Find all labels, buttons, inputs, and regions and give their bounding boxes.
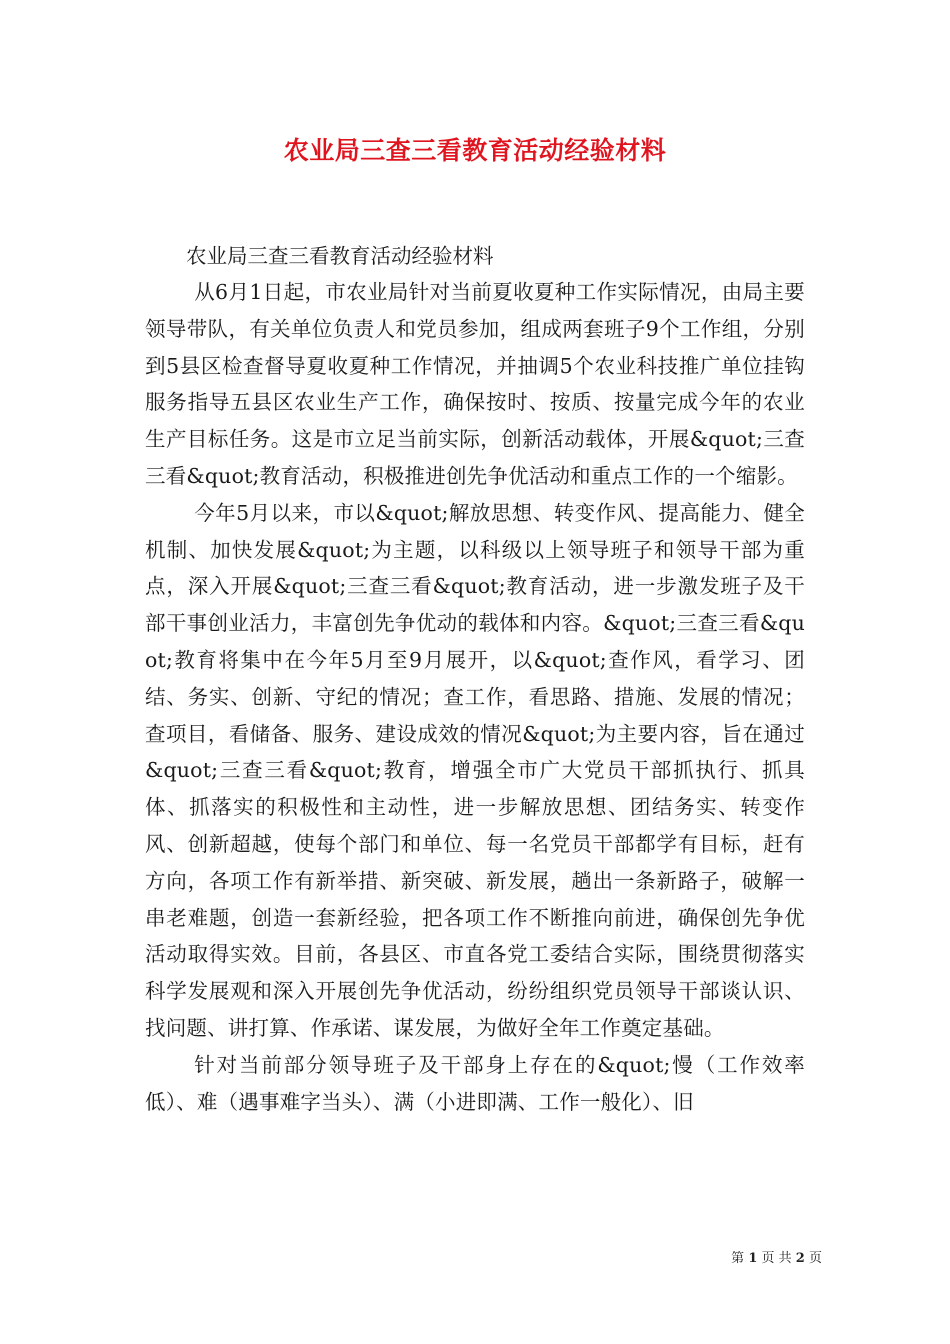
paragraph-2: 今年5月以来，市以&quot;解放思想、转变作风、提高能力、健全机制、加快发展&quot;为主题，以科级以上领导班子和领导干部为重点，深入开展&quot;三查三看&quot;教育活动，进一步激发班子及干部干事创业活力，丰富创先争优动的载体和内容。&quot;三查三看&quot;教育将集中在今年5月至9月展开，以&quot;查作风，看学习、团结、务实、创新、守纪的情况；查工作，看思路、措施、发展的情况；查项目，看储备、服务、建设成效的情况&quot;为主要内容，旨在通过&quot;三查三看&quot;教育，增强全市广大党员干部抓执行、抓具体、抓落实的积极性和主动性，进一步解放思想、团结务实、转变作风、创新超越，使每个部门和单位、每一名党员干部都学有目标，赶有方向，各项工作有新举措、新突破、新发展，趟出一条新路子，破解一串老难题，创造一套新经验，把各项工作不断推向前进，确保创先争优活动取得实效。目前，各县区、市直各党工委结合实际，围绕贯彻落实科学发展观和深入开展创先争优活动，纷纷组织党员领导干部谈认识、找问题、讲打算、作承诺、谋发展，为做好全年工作奠定基础。 — [145, 500, 805, 1040]
document-title: 农业局三查三看教育活动经验材料 — [283, 136, 667, 165]
footer-current-page: 1 — [748, 1251, 758, 1266]
paragraph-1: 从6月1日起，市农业局针对当前夏收夏种工作实际情况，由局主要领导带队，有关单位负责人和党员参加，组成两套班子9个工作组，分别到5县区检查督导夏收夏种工作情况，并抽调5个农业科技推广单位挂钩服务指导五县区农业生产工作，确保按时、按质、按量完成今年的农业生产目标任务。这是市立足当前实际，创新活动载体，开展&quot;三查三看&quot;教育活动，积极推进创先争优活动和重点工作的一个缩影。 — [145, 280, 805, 488]
footer-suffix: 页 — [808, 1251, 822, 1266]
footer-middle: 页 共 — [761, 1251, 792, 1266]
document-body — [145, 274, 805, 1120]
paragraph-3: 针对当前部分领导班子及干部身上存在的&quot;慢（工作效率低）、难（遇事难字当头）、满（小进即满、工作一般化）、旧 — [145, 1052, 805, 1114]
document-subtitle: 农业局三查三看教育活动经验材料 — [186, 244, 494, 268]
page-footer — [0, 1250, 822, 1268]
footer-total-pages: 2 — [795, 1251, 805, 1266]
footer-prefix: 第 — [731, 1251, 745, 1266]
